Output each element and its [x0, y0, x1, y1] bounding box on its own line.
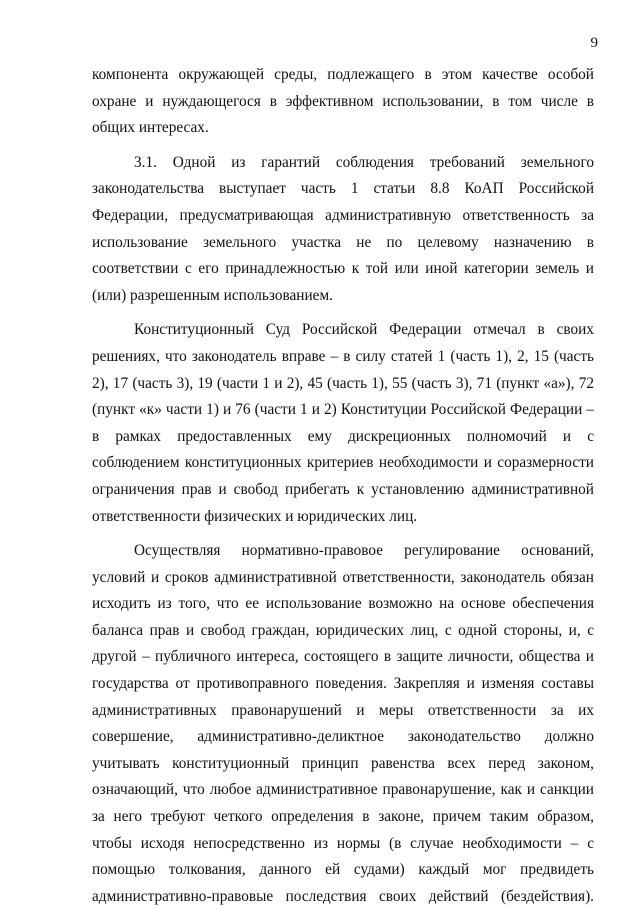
paragraph-gap [92, 309, 594, 317]
text-line: исходить из того, что ее использование возможно на основе обеспечения [92, 595, 594, 613]
text-line: охране и нуждающегося в эффективном использовании, в том числе в [92, 92, 594, 110]
text-line: ограничения прав и свобод прибегать к установлению административной [92, 480, 594, 498]
text-line: условий и сроков административной ответственности, законодатель обязан [92, 568, 594, 586]
text-line: означающий, что любое административное правонарушение, как и санкции [92, 781, 594, 799]
text-line: Конституционный Суд Российской Федерации отмечал в своих [134, 321, 594, 339]
body-text [92, 62, 594, 910]
paragraph-3 [92, 317, 594, 530]
text-line: общих интересах. [92, 119, 209, 137]
text-line: компонента окружающей среды, подлежащего в этом качестве особой [92, 66, 594, 83]
text-line: в рамках предоставленных ему дискреционных полномочий и с [92, 427, 594, 445]
text-line: другой – публичного интереса, состоящего в защите личности, общества и [92, 648, 594, 666]
text-line: Федерации, предусматривающая административную ответственность за [92, 206, 594, 224]
text-line: за него требуют четкого определения в законе, причем таким образом, [92, 808, 594, 826]
text-line: помощью толкования, данного ей судами) каждый мог предвидеть [92, 861, 594, 879]
text-line: 3.1. Одной из гарантий соблюдения требований земельного [134, 153, 594, 171]
paragraph-2 [92, 150, 594, 310]
paragraph-gap [92, 142, 594, 150]
text-line: соблюдением конституционных критериев необходимости и соразмерности [92, 454, 594, 472]
text-line: (пункт «к» части 1) и 76 (части 1 и 2) Конституции Российской Федерации – [92, 401, 594, 419]
text-line: Осуществляя нормативно-правовое регулирование оснований, [134, 542, 594, 560]
text-line: баланса прав и свобод граждан, юридических лиц, с одной стороны, и, с [92, 621, 594, 639]
text-line: государства от противоправного поведения. Закрепляя и изменяя составы [92, 675, 594, 693]
text-line: соответствии с его принадлежностью к той или иной категории земель и [92, 260, 594, 278]
text-line: законодательства выступает часть 1 статьи 8.8 КоАП Российской [92, 180, 594, 198]
text-line: административных правонарушений и меры ответственности за их [92, 701, 594, 719]
page-number: 9 [590, 35, 598, 51]
text-line: совершение, административно-деликтное законодательство должно [92, 728, 594, 746]
text-line: чтобы исходя непосредственно из нормы (в случае необходимости – с [92, 834, 594, 852]
text-line: ответственности физических и юридических лиц. [92, 507, 418, 525]
text-line: использование земельного участка не по целевому назначению в [92, 233, 594, 251]
text-line: учитывать конституционный принцип равенства всех перед законом, [92, 754, 594, 772]
text-line: административно-правовые последствия своих действий (бездействия). [92, 887, 594, 905]
text-line: решениях, что законодатель вправе – в силу статей 1 (часть 1), 2, 15 (часть [92, 347, 594, 365]
paragraph-1 [92, 62, 594, 142]
paragraph-gap [92, 530, 594, 538]
text-line: 2), 17 (часть 3), 19 (части 1 и 2), 45 (часть 1), 55 (часть 3), 71 (пункт «а»), 72 [92, 374, 594, 392]
text-line: (или) разрешенным использованием. [92, 286, 333, 304]
paragraph-4 [92, 538, 594, 910]
